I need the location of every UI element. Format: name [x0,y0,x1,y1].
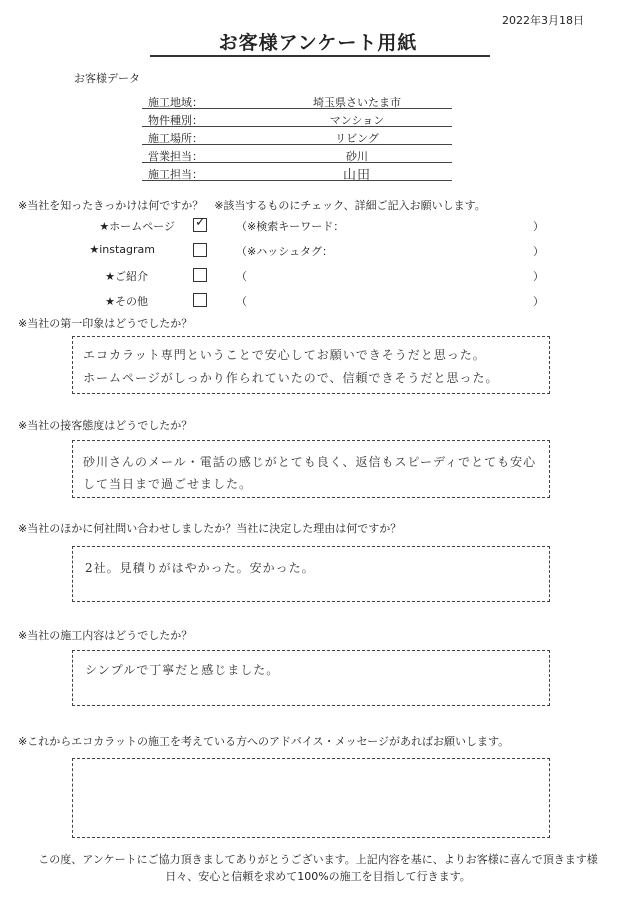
question-advice: ※これからエコカラットの施工を考えている方へのアドバイス・メッセージがあればお願いします。 [18,735,510,748]
question-workmanship: ※当社の施工内容はどうでしたか？ [18,629,193,642]
field-label: 施工地域： [148,96,203,109]
field-row-installer [142,164,452,181]
field-value: 埼玉県さいたま市 [313,96,401,109]
page-title: お客様アンケート用紙 [218,32,418,54]
field-underline [142,126,452,127]
field-label: 物件種別： [148,114,203,127]
answer-box-advice[interactable] [72,758,550,838]
option-detail-close: ） [533,245,544,258]
check-mark-icon: ✓ [195,215,206,230]
question-service: ※当社の接客態度はどうでしたか？ [18,419,193,432]
option-label: ★instagram [89,243,155,256]
option-detail-close: ） [533,220,544,233]
option-label: ★ホームページ [99,220,175,233]
field-row-sales [142,146,452,163]
field-underline [142,144,452,145]
answer-box-first-impression[interactable] [72,336,550,394]
answer-line: 2社。見積りがはやかった。安かった。 [85,561,315,575]
field-underline [142,108,452,109]
option-detail: （ [236,295,247,308]
customer-data-heading: お客様データ [74,72,140,85]
question-first-impression: ※当社の第一印象はどうでしたか？ [18,317,193,330]
field-value: マンション [329,114,385,127]
option-checkbox[interactable] [193,293,207,307]
question-how-found: ※当社を知ったきっかけは何ですか？ ※該当するものにチェック、詳細ご記入お願いします。 [18,199,486,212]
title-underline [150,55,490,57]
survey-date: 2022年3月18日 [502,14,584,27]
option-checkbox[interactable] [193,243,207,257]
field-label: 営業担当： [148,150,203,163]
option-detail: （※ハッシュタグ： [236,245,333,258]
answer-box-service[interactable] [72,440,550,498]
option-detail: （※検索キーワード： [236,220,345,233]
option-label: ★その他 [105,295,148,308]
answer-box-workmanship[interactable] [72,650,550,706]
option-label: ★ご紹介 [105,270,148,283]
option-detail-close: ） [533,295,544,308]
field-underline [142,180,452,181]
field-row-location [142,128,452,145]
footer-line-2: 日々、安心と信頼を求めて100%の施工を目指して行きます。 [165,870,471,883]
option-checkbox[interactable] [193,268,207,282]
answer-line: ホームページがしっかり作られていたので、信頼できそうだと思った。 [83,371,499,385]
option-checkbox[interactable] [193,215,207,232]
field-label: 施工場所： [148,132,203,145]
option-detail: （ [236,270,247,283]
answer-line: エコカラット専門ということで安心してお願いできそうだと思った。 [83,348,486,362]
answer-box-other-companies[interactable] [72,546,550,602]
answer-line: して当日まで過ごせました。 [83,477,253,491]
field-value: リビング [335,132,379,145]
field-underline [142,162,452,163]
field-label: 施工担当： [148,168,203,181]
footer-line-1: この度、アンケートにご協力頂きましてありがとうございます。上記内容を基に、よりお客様に喜んで頂きます様 [38,853,598,866]
answer-line: 砂川さんのメール・電話の感じがとても良く、返信もスピーディでとても安心 [83,455,537,469]
field-row-property-type [142,110,452,127]
field-value-handwritten: 山田 [342,168,371,183]
field-row-area [142,92,452,109]
question-other-companies: ※当社のほかに何社問い合わせしましたか？当社に決定した理由は何ですか？ [18,522,402,535]
answer-line: シンプルで丁寧だと感じました。 [85,663,280,677]
option-detail-close: ） [533,270,544,283]
field-value: 砂川 [346,150,368,163]
